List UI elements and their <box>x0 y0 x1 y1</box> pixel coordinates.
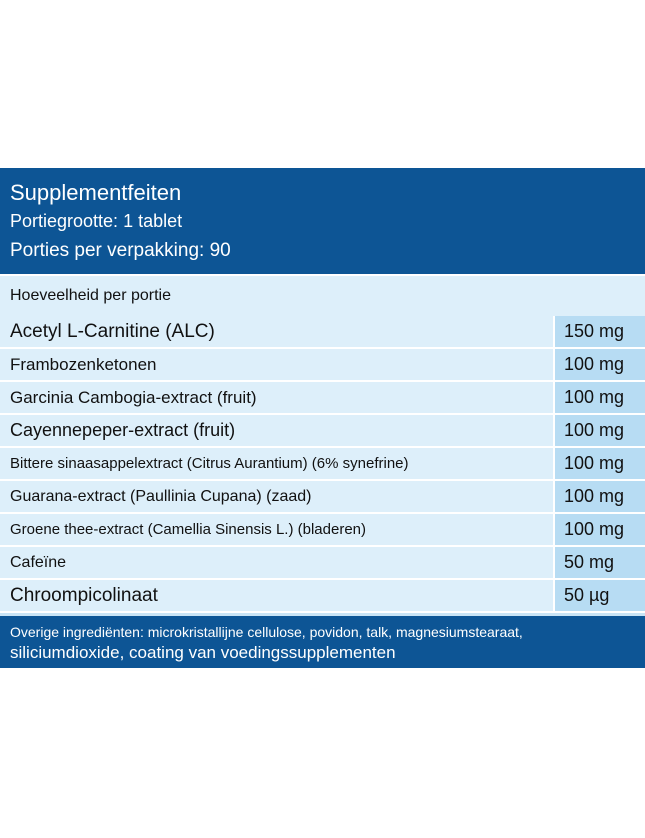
ingredient-name: Guarana-extract (Paullinia Cupana) (zaad) <box>10 488 312 505</box>
table-row <box>0 481 645 514</box>
facts-header <box>0 168 645 274</box>
other-ingredients-line-1: Overige ingrediënten: microkristallijne cellulose, povidon, talk, magnesiumstearaat, <box>10 624 523 640</box>
amount-per-serving-header <box>0 274 645 316</box>
facts-title: Supplementfeiten <box>10 180 182 205</box>
ingredient-amount: 150 mg <box>553 316 645 347</box>
ingredient-amount: 100 mg <box>553 448 645 479</box>
ingredient-name: Chroompicolinaat <box>10 585 158 606</box>
ingredient-amount: 100 mg <box>553 415 645 446</box>
table-row <box>0 580 645 613</box>
supplement-facts-panel <box>0 168 645 668</box>
ingredient-amount: 50 µg <box>553 580 645 611</box>
ingredient-name: Bittere sinaasappelextract (Citrus Aurantium) (6% synefrine) <box>10 455 409 472</box>
other-ingredients <box>0 616 645 668</box>
table-row <box>0 514 645 547</box>
ingredient-name: Frambozenketonen <box>10 355 157 374</box>
table-row <box>0 547 645 580</box>
ingredient-name: Garcinia Cambogia-extract (fruit) <box>10 388 257 407</box>
table-row <box>0 382 645 415</box>
table-row <box>0 349 645 382</box>
ingredient-name: Cafeïne <box>10 554 67 571</box>
amount-per-serving-label: Hoeveelheid per portie <box>10 287 171 304</box>
ingredient-name: Acetyl L-Carnitine (ALC) <box>10 321 215 342</box>
ingredient-amount: 100 mg <box>553 514 645 545</box>
ingredient-name: Cayennepeper-extract (fruit) <box>10 420 236 440</box>
ingredient-name: Groene thee-extract (Camellia Sinensis L.) (bladeren) <box>10 521 366 538</box>
ingredient-amount: 50 mg <box>553 547 645 578</box>
facts-rows <box>0 316 645 613</box>
serving-size: Portiegrootte: 1 tablet <box>10 211 183 231</box>
other-ingredients-line-2: siliciumdioxide, coating van voedingssupplementen <box>10 643 396 662</box>
table-row <box>0 316 645 349</box>
table-row <box>0 415 645 448</box>
servings-per-container: Porties per verpakking: 90 <box>10 240 231 261</box>
ingredient-amount: 100 mg <box>553 481 645 512</box>
ingredient-amount: 100 mg <box>553 349 645 380</box>
ingredient-amount: 100 mg <box>553 382 645 413</box>
table-row <box>0 448 645 481</box>
